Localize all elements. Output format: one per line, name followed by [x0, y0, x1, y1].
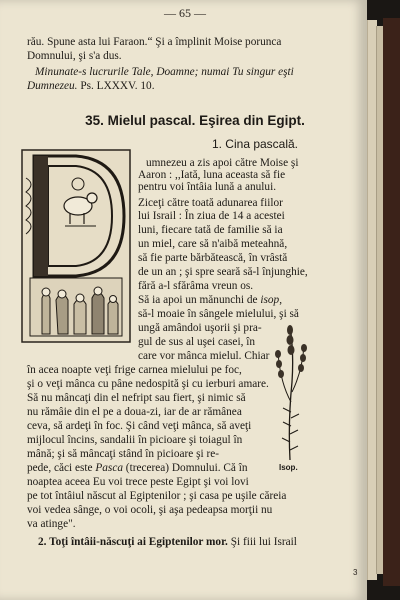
- text-line: care vor mânca mielul. Chiar: [138, 350, 270, 362]
- text-line: în acea noapte veţi frige carnea mielului pe foc,: [27, 364, 242, 376]
- text-line: un miel, care să n'aibă meteahnă,: [138, 238, 288, 250]
- text-line: gul de sus al uşei casei, în: [138, 336, 256, 348]
- text-line: umnezeu a zis apoi către Moise şi: [146, 157, 299, 169]
- quote-ref: Ps. LXXXV. 10.: [80, 80, 155, 92]
- text-line: pe tot întâiul născut al Egiptenilor ; şi casa pe uşile căreia: [27, 490, 287, 502]
- text-line: mână; şi să mâncaţi stând în picioare şi re-: [27, 448, 219, 460]
- text-line: voi vedea sânge, o voi ocoli, şi aşa pedeapsa morţii nu: [27, 504, 273, 516]
- text-line: nu rămâie din el pe a doua-zi, iar de ar rămânea: [27, 406, 242, 418]
- page-mark: 3: [353, 568, 358, 577]
- hyssop-plant-illustration: [270, 322, 310, 462]
- text-line: pede, căci este Pasca (trecerea) Domnului. Că în: [27, 462, 248, 474]
- quote-line: Minunate-s lucrurile Tale, Doamne; numai Tu singur eşti: [35, 66, 294, 78]
- text-line: pentru voi întâia lună a anului.: [138, 181, 277, 193]
- text-line: noaptea aceea Eu voi trece peste Egipt şi voi lovi: [27, 476, 249, 488]
- text-line: Domnului, şi s'a dus.: [27, 50, 122, 62]
- quote-line: [27, 80, 155, 92]
- text-line: lui Israil : În ziua de 14 a acestei: [138, 210, 285, 222]
- text-line: luni, fiecare tată de familie să ia: [138, 224, 283, 236]
- quote-head: Dumnezeu.: [27, 80, 78, 92]
- drop-cap-illustration: [20, 148, 132, 344]
- text-line: fără a-l sfărâma vreun os.: [138, 280, 254, 292]
- page-header: — 65 —: [164, 6, 206, 20]
- text-line: va atinge".: [27, 518, 76, 530]
- text-line: mijlocul încins, sandalii în picioare şi toiagul în: [27, 434, 243, 446]
- subsection-title: 1. Cina pascală.: [211, 137, 299, 151]
- text-line: să-l moaie în sângele mielului, şi să: [138, 308, 299, 320]
- text-line: Aaron : ,,Iată, luna aceasta să fie: [138, 169, 286, 181]
- text-line: Ziceţi către toată adunarea fiilor: [138, 197, 283, 209]
- section-subheading-line: 2. Toţi întâii-născuţi ai Egiptenilor mor. Şi fiii lui Israil: [38, 536, 297, 548]
- text-line: ceva, să ardeţi în foc. Şi când veţi mânca, să aveţi: [27, 420, 252, 432]
- text-line: Să nu mâncaţi din el nefript sau fiert, şi nimic să: [27, 392, 246, 404]
- text-line: şi o veţi mânca cu pâne nedospită şi cu ierburi amare.: [27, 378, 269, 390]
- plant-caption: Isop.: [279, 463, 298, 472]
- text-line: de un an ; şi spre seară să-l înjunghie,: [138, 266, 308, 278]
- text-line: Să ia apoi un mănunchi de isop,: [138, 294, 283, 306]
- book-cover: [383, 18, 400, 586]
- section-title: 35. Mielul pascal. Eşirea din Egipt.: [85, 113, 305, 128]
- text-line: ungă amândoi uşorii şi pra-: [138, 322, 262, 334]
- text-line: să fie parte bărbătească, în vrâstă: [138, 252, 288, 264]
- text-line: rău. Spune asta lui Faraon.“ Şi a împlinit Moise porunca: [27, 36, 282, 48]
